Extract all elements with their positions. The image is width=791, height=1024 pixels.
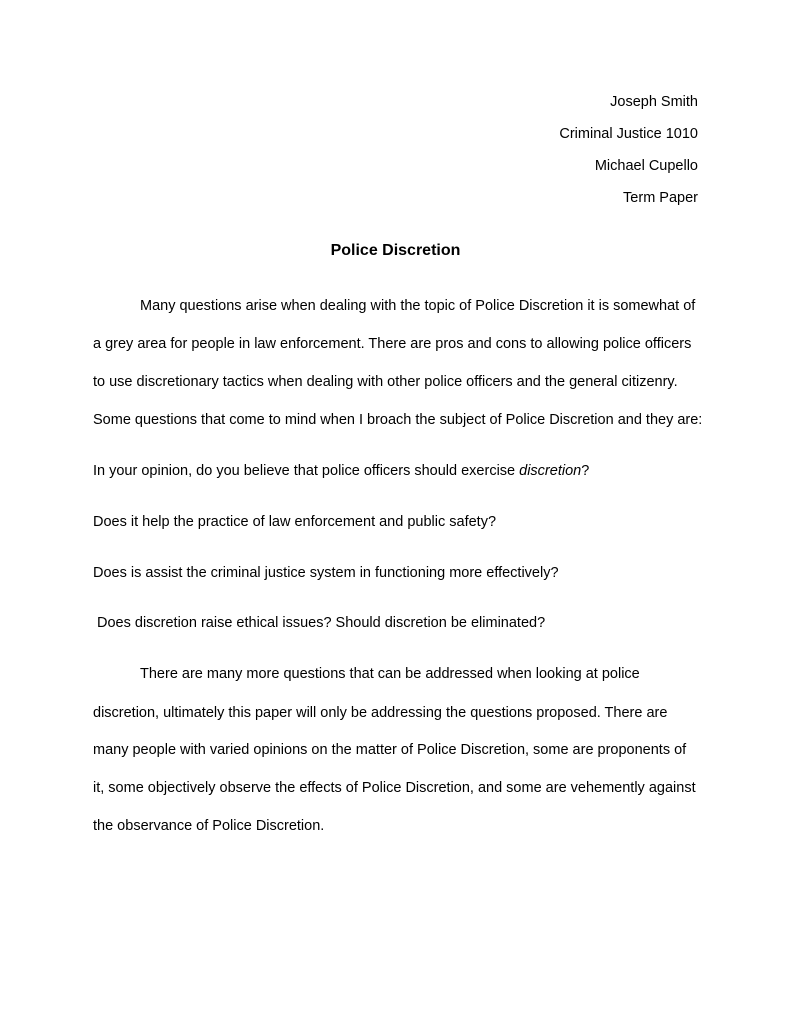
paragraph1-line4: Some questions that come to mind when I broach the subject of Police Discretion and they are: xyxy=(93,412,703,428)
paragraph1-line3: to use discretionary tactics when dealing with other police officers and the general citizenry. xyxy=(93,374,678,390)
question-1-text: In your opinion, do you believe that police officers should exercise xyxy=(93,463,520,479)
paragraph2-line1: There are many more questions that can be addressed when looking at police xyxy=(140,666,640,682)
question-1 xyxy=(93,462,589,480)
paragraph2-line4: it, some objectively observe the effects of Police Discretion, and some are vehemently against xyxy=(93,780,696,796)
document-type: Term Paper xyxy=(623,190,698,206)
instructor-name: Michael Cupello xyxy=(594,158,698,174)
question-1-mark: ? xyxy=(581,463,590,479)
paragraph1-line1: Many questions arise when dealing with the topic of Police Discretion it is somewhat of xyxy=(140,298,696,314)
question-4: Does discretion raise ethical issues? Should discretion be eliminated? xyxy=(97,615,546,631)
paragraph2-line3: many people with varied opinions on the matter of Police Discretion, some are proponents of xyxy=(93,742,687,758)
page-title: Police Discretion xyxy=(330,242,461,259)
paragraph2-line5: the observance of Police Discretion. xyxy=(93,818,325,834)
question-3: Does is assist the criminal justice system in functioning more effectively? xyxy=(93,565,559,581)
paragraph1-line2: a grey area for people in law enforcement. There are pros and cons to allowing police officers xyxy=(93,336,692,352)
paragraph2-line2: discretion, ultimately this paper will only be addressing the questions proposed. There are xyxy=(93,705,668,721)
question-2: Does it help the practice of law enforcement and public safety? xyxy=(93,514,497,530)
question-1-emphasis: discretion xyxy=(519,463,582,479)
author-name: Joseph Smith xyxy=(610,94,698,110)
course-name: Criminal Justice 1010 xyxy=(559,126,698,142)
